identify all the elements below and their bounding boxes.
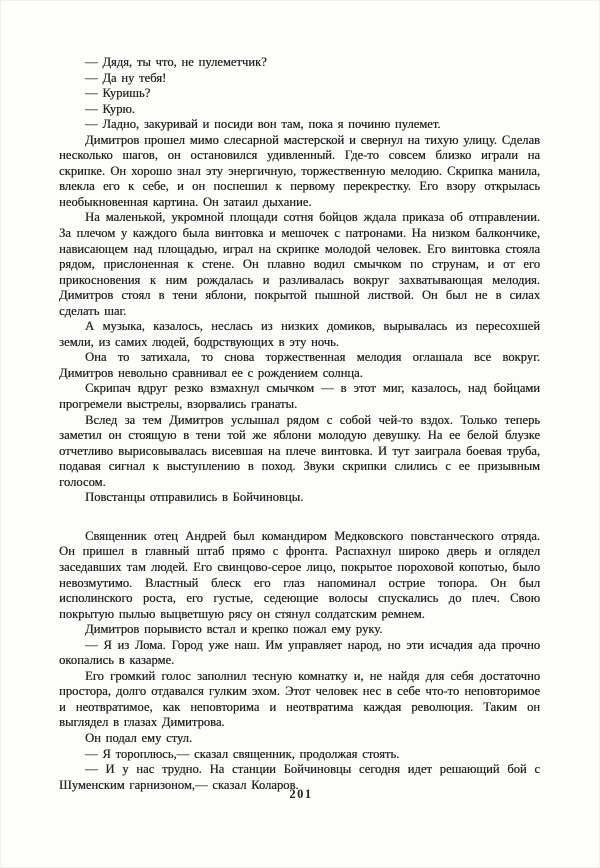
paragraph: Его громкий голос заполнил тесную комнатку и, не найдя для себя достаточно простора, долго отдавался гулким эхом. Этот человек нес в себе что-то неповторимое и неотвратимое, как неповторима и неотвратима каждая революция. Таким он выглядел в глазах Димитрова. <box>59 668 540 730</box>
paragraph: Димитров порывисто встал и крепко пожал ему руку. <box>85 622 383 637</box>
paragraph: — И у нас трудно. На станции Бойчиновцы сегодня идет решающий бой с Шуменским гарнизоном,— сказал Коларов. <box>59 762 540 792</box>
text-section <box>59 529 540 793</box>
text-section <box>59 55 540 506</box>
paragraph: — Да ну тебя! <box>85 70 167 85</box>
paragraph: А музыка, казалось, неслась из низких домиков, вырывалась из пересохшей земли, из самих людей, бодрствующих в эту ночь. <box>59 319 540 349</box>
paragraph: Димитров прошел мимо слесарной мастерской и свернул на тихую улицу. Сделав несколько шагов, он остановился удивленный. Где-то совсем близко играли на скрипке. Он хорошо знал эту энергичную, торжественную мелодию. Скрипка манила, влекла его к себе, и он поспешил к первому перекрестку. Его взору открылась необыкновенная картина. Он затаил дыхание. <box>59 132 540 209</box>
paragraph: Она то затихала, то снова торжественная мелодия оглашала все вокруг. Димитров невольно сравнивал ее с рождением солнца. <box>59 350 540 380</box>
paragraph: — Я из Лома. Город уже наш. Им управляет народ, но эти исчадия ада прочно окопались в казарме. <box>59 637 540 668</box>
paragraph: — Куришь? <box>85 86 151 101</box>
paragraph: — Курю. <box>85 101 135 116</box>
paragraph: — Дядя, ты что, не пулеметчик? <box>85 55 267 69</box>
page-footer <box>1 785 600 803</box>
paragraph: Священник отец Андрей был командиром Медковского повстанческого отряда. Он пришел в главный штаб прямо с фронта. Распахнул широко дверь и оглядел заседавших там людей. Его свинцово-серое лицо, покрытое пороховой копотью, было невозмутимо. Властный блеск его глаз напоминал острие топора. Он был исполинского роста, его густые, седеющие волосы спускались до плеч. Свою покрытую пылью выцветшую рясу он стянул солдатским ремнем. <box>59 528 540 621</box>
paragraph: — Я тороплюсь,— сказал священник, продолжая стоять. <box>85 746 400 761</box>
page-number: 201 <box>289 787 313 801</box>
paragraph: Вслед за тем Димитров услышал рядом с собой чей-то вздох. Только теперь заметил он стоящую в тени той же яблони молодую девушку. На ее белой блузке отчетливо вырисовывалась висевшая на плече винтовка. И тут заиграла боевая труба, подавая сигнал к выступлению в поход. Звуки скрипки слились с ее призывным голосом. <box>59 412 540 489</box>
paragraph: Скрипач вдруг резко взмахнул смычком — в этот миг, казалось, над бойцами прогремели выстрелы, взорвались гранаты. <box>59 381 540 412</box>
paragraph: Он подал ему стул. <box>85 730 193 745</box>
paragraph: — Ладно, закуривай и посиди вон там, пока я починю пулемет. <box>85 117 441 132</box>
paragraph: Повстанцы отправились в Бойчиновцы. <box>85 490 304 505</box>
page-text <box>59 55 540 793</box>
paragraph: На маленькой, укромной площади сотня бойцов ждала приказа об отправлении. За плечом у каждого была винтовка и мешочек с патронами. На низком балкончике, нависающем над площадью, играл на скрипке молодой человек. Его винтовка стояла рядом, прислоненная к стене. Он плавно водил смычком по струнам, и от его прикосновения к ним рождалась и разливалась вокруг захватывающая мелодия. Димитров стоял в тени яблони, покрытой пышной листвой. Он был не в силах сделать шаг. <box>59 210 540 318</box>
